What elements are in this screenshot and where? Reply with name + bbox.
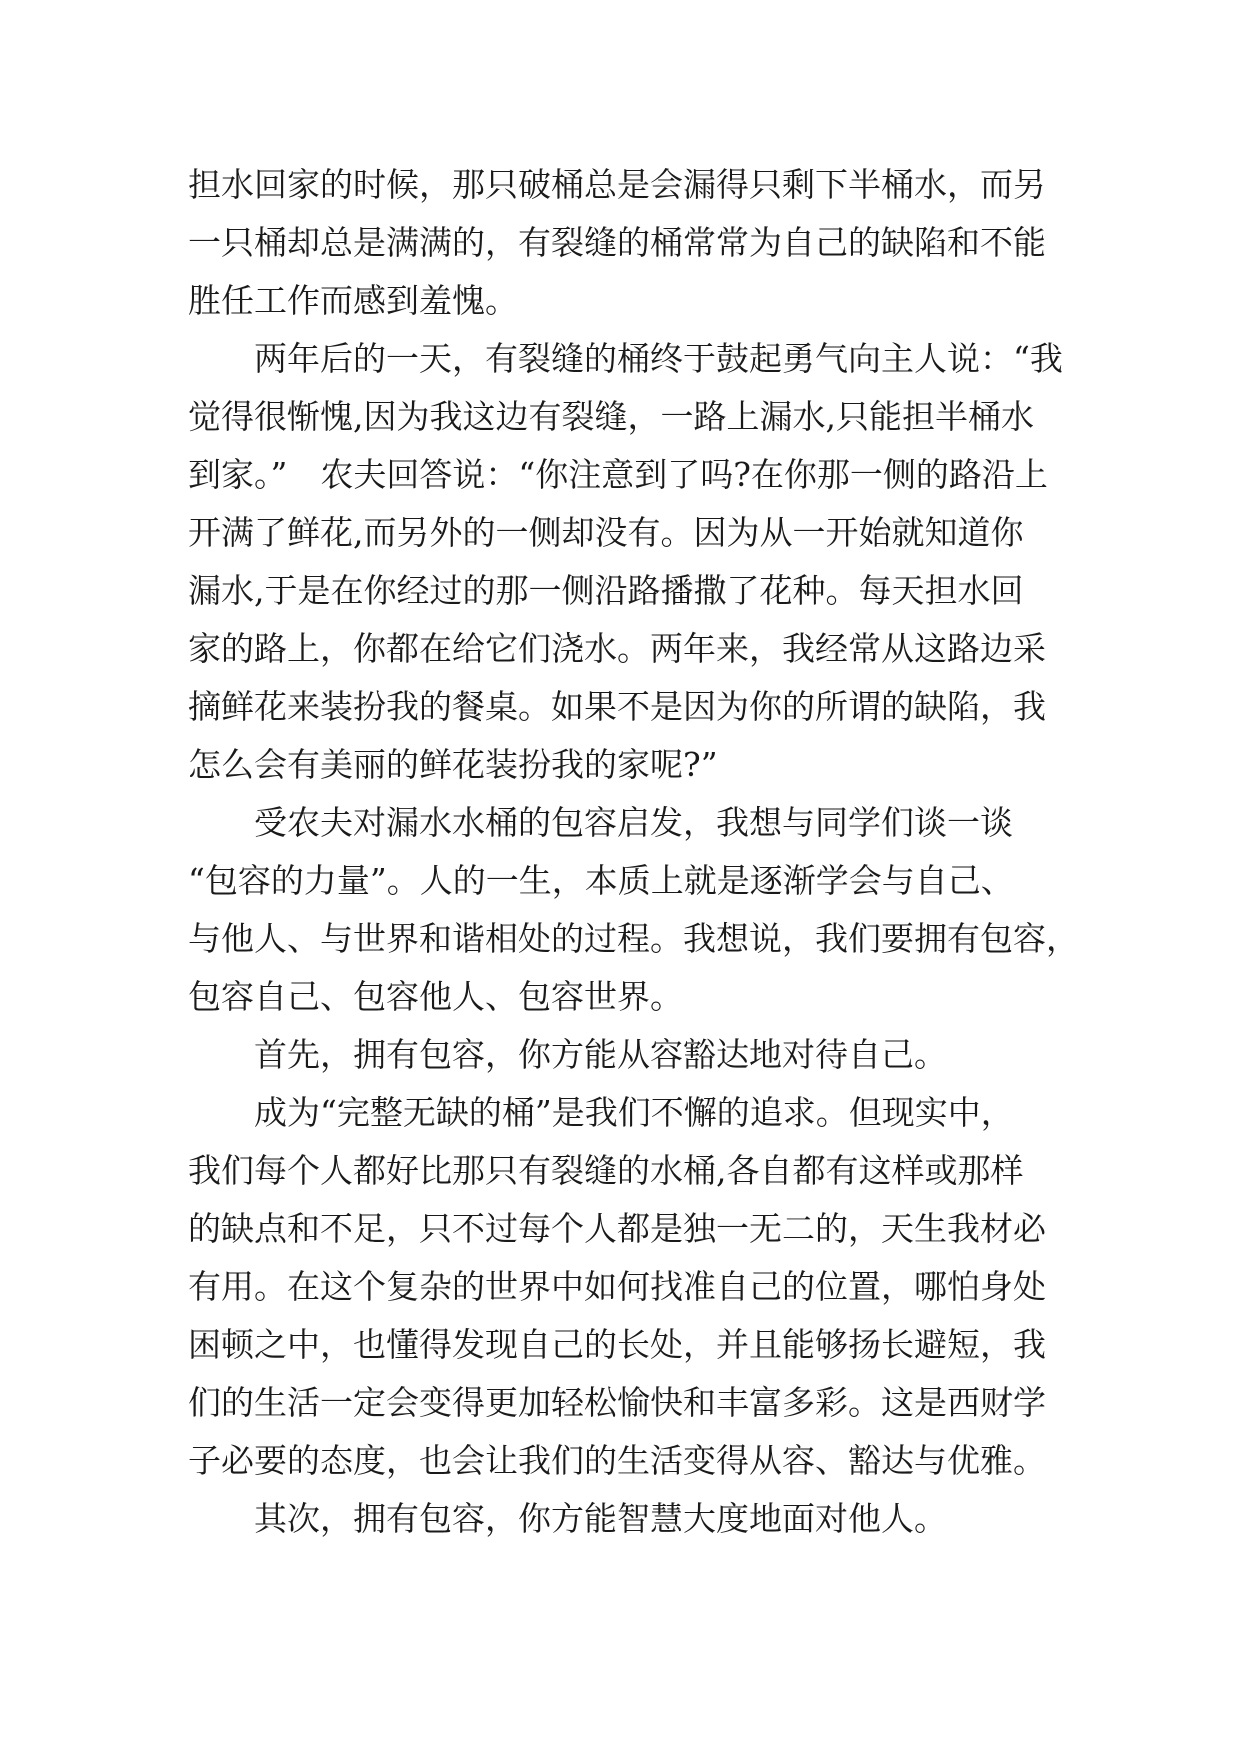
text-line: 两年后的一天，有裂缝的桶终于鼓起勇气向主人说：“我 (188, 339, 1063, 378)
text-line: 其次，拥有包容，你方能智慧大度地面对他人。 (188, 1499, 947, 1538)
text-line: 我们每个人都好比那只有裂缝的水桶,各自都有这样或那样 (188, 1151, 1024, 1190)
text-line: 漏水,于是在你经过的那一侧沿路播撒了花种。每天担水回 (188, 571, 1024, 610)
text-line: 胜任工作而感到羞愧。 (188, 281, 518, 320)
text-line: 困顿之中，也懂得发现自己的长处，并且能够扬长避短，我 (188, 1325, 1046, 1364)
text-line: 摘鲜花来装扮我的餐桌。如果不是因为你的所谓的缺陷，我 (188, 687, 1046, 726)
text-line: 与他人、与世界和谐相处的过程。我想说，我们要拥有包容， (188, 919, 1079, 958)
text-line: 子必要的态度，也会让我们的生活变得从容、豁达与优雅。 (188, 1441, 1046, 1480)
text-line: 有用。在这个复杂的世界中如何找准自己的位置，哪怕身处 (188, 1267, 1046, 1306)
text-line: “包容的力量”。人的一生，本质上就是逐渐学会与自己、 (188, 861, 1014, 900)
text-line: 成为“完整无缺的桶”是我们不懈的追求。但现实中， (188, 1093, 1014, 1132)
text-line: 担水回家的时候，那只破桶总是会漏得只剩下半桶水，而另 (188, 165, 1046, 204)
text-line: 到家。” 农夫回答说：“你注意到了吗?在你那一侧的路沿上 (188, 455, 1048, 494)
text-line: 怎么会有美丽的鲜花装扮我的家呢?” (188, 745, 718, 784)
text-line: 们的生活一定会变得更加轻松愉快和丰富多彩。这是西财学 (188, 1383, 1046, 1422)
text-line: 家的路上，你都在给它们浇水。两年来，我经常从这路边采 (188, 629, 1046, 668)
text-line: 的缺点和不足，只不过每个人都是独一无二的，天生我材必 (188, 1209, 1046, 1248)
body-text (188, 156, 1079, 1548)
text-line: 受农夫对漏水水桶的包容启发，我想与同学们谈一谈 (188, 803, 1013, 842)
text-line: 一只桶却总是满满的，有裂缝的桶常常为自己的缺陷和不能 (188, 223, 1046, 262)
text-line: 首先，拥有包容，你方能从容豁达地对待自己。 (188, 1035, 947, 1074)
text-line: 包容自己、包容他人、包容世界。 (188, 977, 683, 1016)
text-line: 开满了鲜花,而另外的一侧却没有。因为从一开始就知道你 (188, 513, 1024, 552)
text-line: 觉得很惭愧,因为我这边有裂缝，一路上漏水,只能担半桶水 (188, 397, 1034, 436)
